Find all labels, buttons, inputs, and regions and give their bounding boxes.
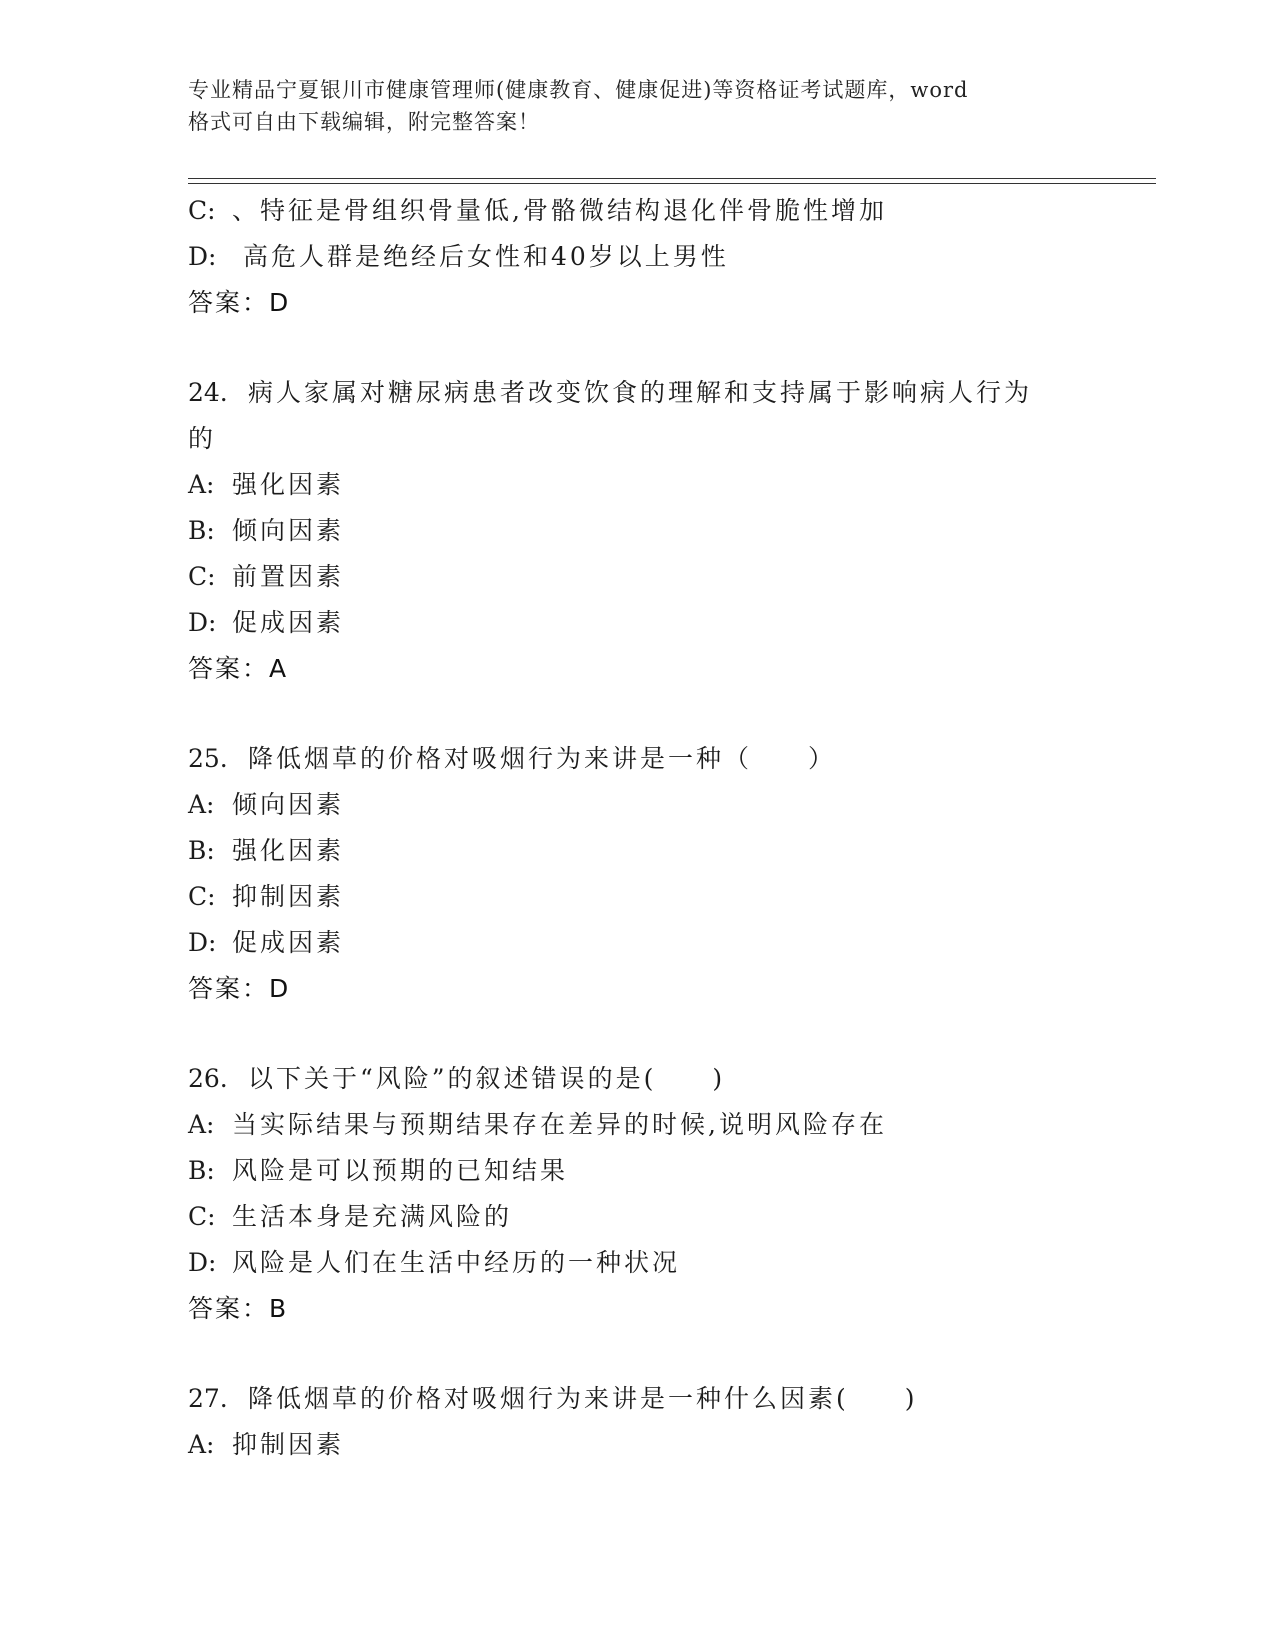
question-text bbox=[188, 1376, 1088, 1422]
question-block bbox=[188, 1056, 1088, 1332]
option-text: 风险是可以预期的已知结果 bbox=[232, 1156, 569, 1185]
question-text-continued: 的 bbox=[188, 424, 217, 453]
option-text: 强化因素 bbox=[232, 836, 345, 865]
option-row bbox=[188, 920, 1088, 966]
header-line-1: 专业精品宁夏银川市健康管理师(健康教育、健康促进)等资格证考试题库，word bbox=[188, 78, 969, 102]
option-text: 、特征是骨组织骨量低,骨骼微结构退化伴骨脆性增加 bbox=[232, 196, 887, 225]
option-row bbox=[188, 1240, 1088, 1286]
answer-line: 答案：D bbox=[188, 288, 291, 317]
option-key: D: bbox=[188, 608, 217, 637]
option-key: C: bbox=[188, 1202, 216, 1231]
question-text-line: 降低烟草的价格对吸烟行为来讲是一种（ ） bbox=[248, 744, 837, 773]
option-text: 倾向因素 bbox=[232, 516, 345, 545]
option-key: C: bbox=[188, 196, 216, 225]
question-number: 27. bbox=[188, 1384, 228, 1413]
question-text bbox=[188, 370, 1088, 416]
option-key: C: bbox=[188, 562, 216, 591]
option-row bbox=[188, 1102, 1088, 1148]
option-row bbox=[188, 234, 1088, 280]
question-text-line: 以下关于“风险”的叙述错误的是( ) bbox=[248, 1064, 726, 1093]
option-key: B: bbox=[188, 516, 215, 545]
question-text-line: 降低烟草的价格对吸烟行为来讲是一种什么因素( ) bbox=[248, 1384, 918, 1413]
option-row bbox=[188, 782, 1088, 828]
question-text-line: 病人家属对糖尿病患者改变饮食的理解和支持属于影响病人行为 bbox=[248, 378, 1033, 407]
option-text: 强化因素 bbox=[232, 470, 345, 499]
option-row bbox=[188, 188, 1088, 234]
option-key: D: bbox=[188, 1248, 217, 1277]
option-key: A: bbox=[188, 790, 215, 819]
option-text: 当实际结果与预期结果存在差异的时候,说明风险存在 bbox=[232, 1110, 887, 1139]
option-row bbox=[188, 554, 1088, 600]
question-number: 24. bbox=[188, 378, 228, 407]
question-block bbox=[188, 1376, 1088, 1468]
option-key: A: bbox=[188, 1430, 215, 1459]
option-text: 高危人群是绝经后女性和40岁以上男性 bbox=[232, 242, 729, 271]
question-number: 26. bbox=[188, 1064, 228, 1093]
option-row bbox=[188, 462, 1088, 508]
header-divider-bottom bbox=[188, 183, 1156, 184]
question-list bbox=[188, 188, 1088, 1468]
option-text: 抑制因素 bbox=[232, 1430, 345, 1459]
option-text: 生活本身是充满风险的 bbox=[232, 1202, 513, 1231]
option-row bbox=[188, 828, 1088, 874]
option-key: B: bbox=[188, 836, 215, 865]
option-text: 抑制因素 bbox=[232, 882, 345, 911]
option-text: 前置因素 bbox=[232, 562, 345, 591]
option-row bbox=[188, 1194, 1088, 1240]
option-text: 促成因素 bbox=[232, 608, 345, 637]
answer-line: 答案：D bbox=[188, 974, 291, 1003]
option-row bbox=[188, 508, 1088, 554]
option-key: A: bbox=[188, 1110, 215, 1139]
option-key: B: bbox=[188, 1156, 215, 1185]
option-text: 促成因素 bbox=[232, 928, 345, 957]
question-block bbox=[188, 736, 1088, 1012]
option-row bbox=[188, 1422, 1088, 1468]
option-key: D: bbox=[188, 242, 217, 271]
option-key: A: bbox=[188, 470, 215, 499]
option-row bbox=[188, 874, 1088, 920]
header-line-2: 格式可自由下载编辑，附完整答案！ bbox=[188, 110, 540, 134]
question-block bbox=[188, 370, 1088, 692]
option-row bbox=[188, 600, 1088, 646]
option-text: 倾向因素 bbox=[232, 790, 345, 819]
document-header bbox=[188, 74, 1068, 138]
header-divider-top bbox=[188, 178, 1156, 179]
answer-line: 答案：A bbox=[188, 654, 289, 683]
option-text: 风险是人们在生活中经历的一种状况 bbox=[232, 1248, 681, 1277]
option-key: C: bbox=[188, 882, 216, 911]
option-key: D: bbox=[188, 928, 217, 957]
question-text bbox=[188, 736, 1088, 782]
question-number: 25. bbox=[188, 744, 228, 773]
answer-line: 答案：B bbox=[188, 1294, 289, 1323]
question-text bbox=[188, 1056, 1088, 1102]
option-row bbox=[188, 1148, 1088, 1194]
